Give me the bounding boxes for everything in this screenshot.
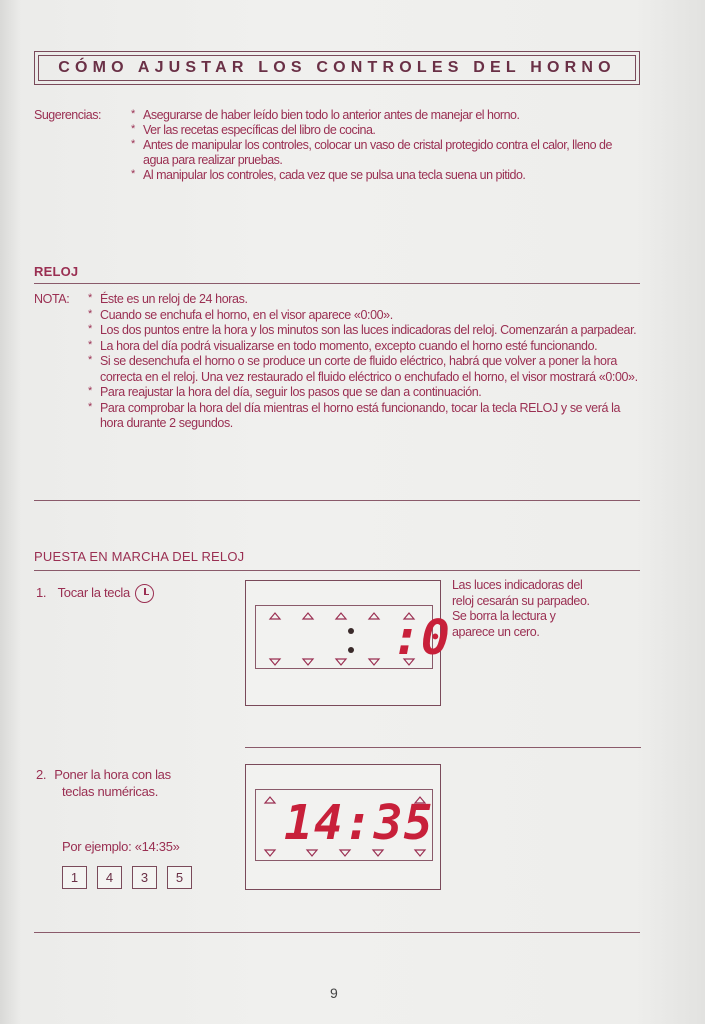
suggestion-item: * Al manipular los controles, cada vez que se pulsa una tecla suena un pitido. bbox=[139, 168, 624, 183]
puesta-heading: PUESTA EN MARCHA DEL RELOJ bbox=[34, 549, 245, 564]
key-3: 3 bbox=[132, 866, 157, 889]
divider bbox=[34, 570, 640, 571]
oven-display-step2 bbox=[245, 764, 441, 890]
suggestions-block bbox=[34, 108, 624, 183]
display-time: 14:35 bbox=[284, 795, 434, 851]
nota-block bbox=[34, 292, 639, 432]
step2-line1: Poner la hora con las bbox=[54, 767, 171, 782]
nota-label: NOTA: bbox=[34, 292, 70, 306]
key-4: 4 bbox=[97, 866, 122, 889]
step1-label: Tocar la tecla bbox=[57, 585, 130, 600]
key-5: 5 bbox=[167, 866, 192, 889]
page-title: CÓMO AJUSTAR LOS CONTROLES DEL HORNO bbox=[38, 55, 636, 81]
step2-number: 2. bbox=[36, 767, 47, 782]
divider bbox=[245, 747, 641, 748]
step2-line2: teclas numéricas. bbox=[62, 784, 159, 799]
lcd-panel bbox=[255, 605, 450, 669]
note-item: * Los dos puntos entre la hora y los minutos son las luces indicadoras del reloj. Comenzarán a parpadear. bbox=[100, 323, 639, 339]
note-line: aparece un cero. bbox=[452, 624, 540, 639]
reloj-heading: RELOJ bbox=[34, 264, 79, 279]
suggestion-item: * Ver las recetas específicas del libro de cocina. bbox=[139, 123, 624, 138]
step1-text bbox=[36, 584, 154, 603]
number-keys bbox=[62, 866, 192, 889]
note-item: * Para reajustar la hora del día, seguir los pasos que se dan a continuación. bbox=[100, 385, 639, 401]
suggestions-label: Sugerencias: bbox=[34, 108, 101, 122]
lcd-panel bbox=[255, 789, 433, 861]
note-item: * Éste es un reloj de 24 horas. bbox=[100, 292, 639, 308]
note-line: reloj cesarán su parpadeo. bbox=[452, 593, 590, 608]
key-1: 1 bbox=[62, 866, 87, 889]
note-line: Se borra la lectura y bbox=[452, 609, 556, 623]
divider bbox=[34, 500, 640, 501]
note-item: * Cuando se enchufa el horno, en el visor aparece «0:00». bbox=[100, 308, 639, 324]
title-frame bbox=[34, 51, 640, 85]
note-item: * Si se desenchufa el horno o se produce un corte de fluido eléctrico, habrá que volver a poner la hora correcta en el reloj. Una vez restaurado el fluido eléctrico o enchufado el horno, el visor mostrará «0:00». bbox=[100, 354, 639, 385]
step1-note bbox=[452, 578, 590, 640]
display-digit: :0 bbox=[392, 610, 450, 666]
step2-text bbox=[36, 766, 171, 800]
clock-icon bbox=[135, 584, 154, 603]
note-line: Las luces indicadoras del bbox=[452, 578, 583, 592]
oven-display-step1 bbox=[245, 580, 450, 706]
divider bbox=[34, 283, 640, 284]
step1-number: 1. bbox=[36, 585, 47, 600]
divider bbox=[34, 932, 640, 933]
page-number: 9 bbox=[330, 985, 338, 1001]
example-text: Por ejemplo: «14:35» bbox=[62, 839, 180, 854]
note-item: * La hora del día podrá visualizarse en todo momento, excepto cuando el horno esté funcionando. bbox=[100, 339, 639, 355]
suggestion-item: * Antes de manipular los controles, colocar un vaso de cristal protegido contra el calor, lleno de agua para realizar pruebas. bbox=[139, 138, 624, 168]
suggestion-item: * Asegurarse de haber leído bien todo lo anterior antes de manejar el horno. bbox=[139, 108, 624, 123]
note-item: * Para comprobar la hora del día mientras el horno está funcionando, tocar la tecla RELOJ y se verá la hora durante 2 segundos. bbox=[100, 401, 639, 432]
